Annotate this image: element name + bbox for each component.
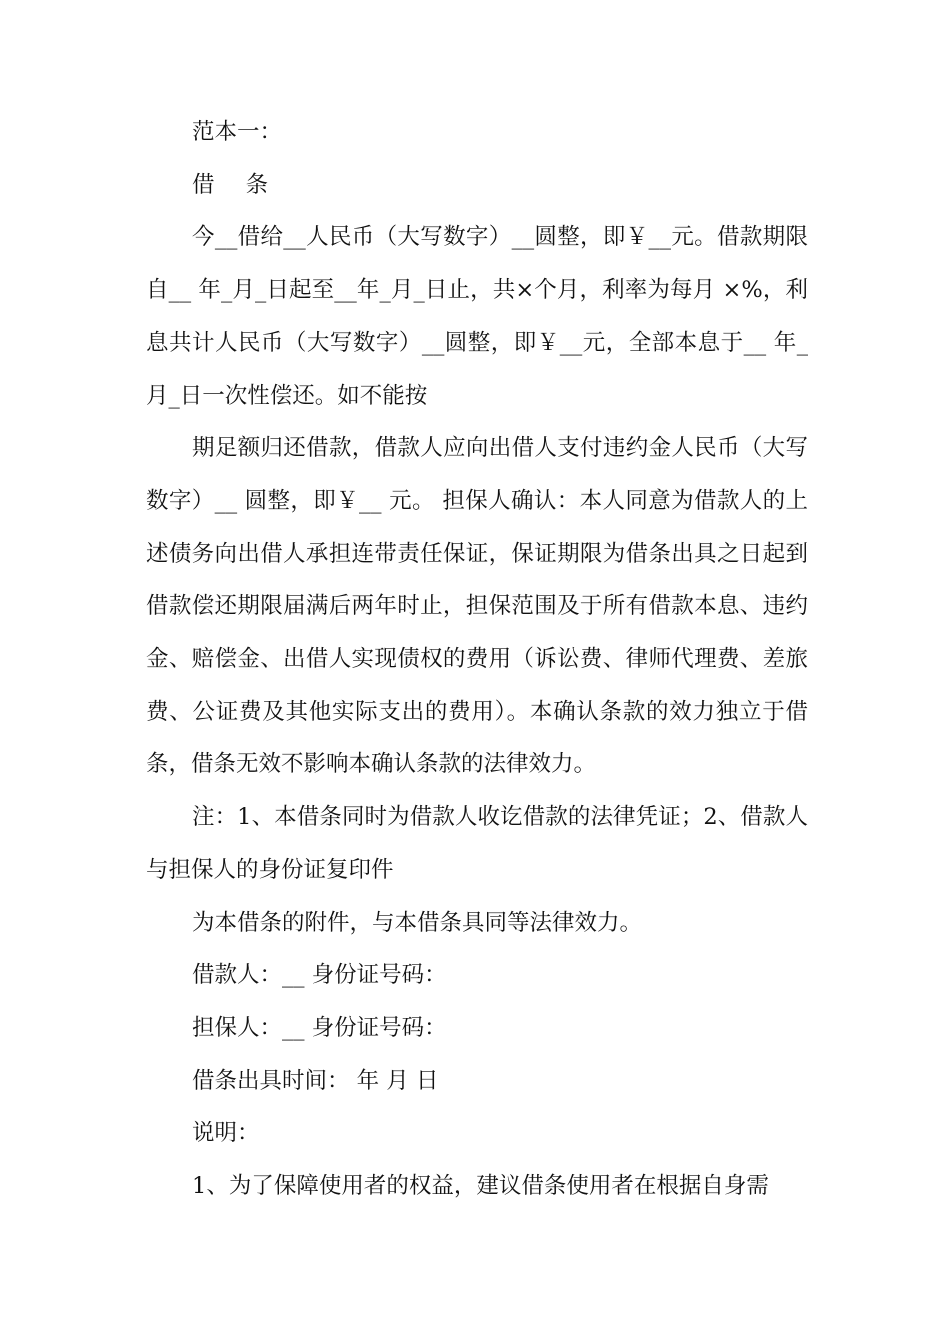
issue-date-line: 借条出具时间： 年 月 日 (192, 1067, 439, 1094)
note-paragraph: 注：1、本借条同时为借款人收讫借款的法律凭证；2、借款人与担保人的身份证复印件 (146, 804, 808, 883)
loan-terms-paragraph: 今__借给__人民币（大写数字）__圆整，即￥__元。借款期限自__ 年_月_日起至__年_月_日止，共×个月，利率为每月 ×%，利息共计人民币（大写数字）__圆整，即￥__元，全部本息于__ 年_月_日一次性偿还。如不能按 (146, 224, 808, 409)
notes-item-1: 1、为了保障使用者的权益，建议借条使用者在根据自身需 (192, 1173, 769, 1200)
borrower-line: 借款人：__ 身份证号码： (192, 962, 447, 989)
template-heading: 范本一： (192, 119, 283, 145)
notes-heading: 说明： (192, 1120, 260, 1147)
attachment-paragraph: 为本借条的附件，与本借条具同等法律效力。 (192, 909, 643, 936)
document-body (146, 106, 808, 1213)
document-title: 借 条 (192, 171, 281, 198)
guarantee-paragraph: 期足额归还借款，借款人应向出借人支付违约金人民币（大写数字）__ 圆整，即￥__ 元。 担保人确认：本人同意为借款人的上述债务向出借人承担连带责任保证，保证期限为借条出具之日起到借款偿还期限届满后两年时止，担保范围及于所有借款本息、违约金、赔偿金、出借人实现债权的费用（诉讼费、律师代理费、差旅费、公证费及其他实际支出的费用）。本确认条款的效力独立于借条，借条无效不影响本确认条款的法律效力。 (146, 435, 808, 778)
guarantor-line: 担保人：__ 身份证号码： (192, 1014, 447, 1041)
